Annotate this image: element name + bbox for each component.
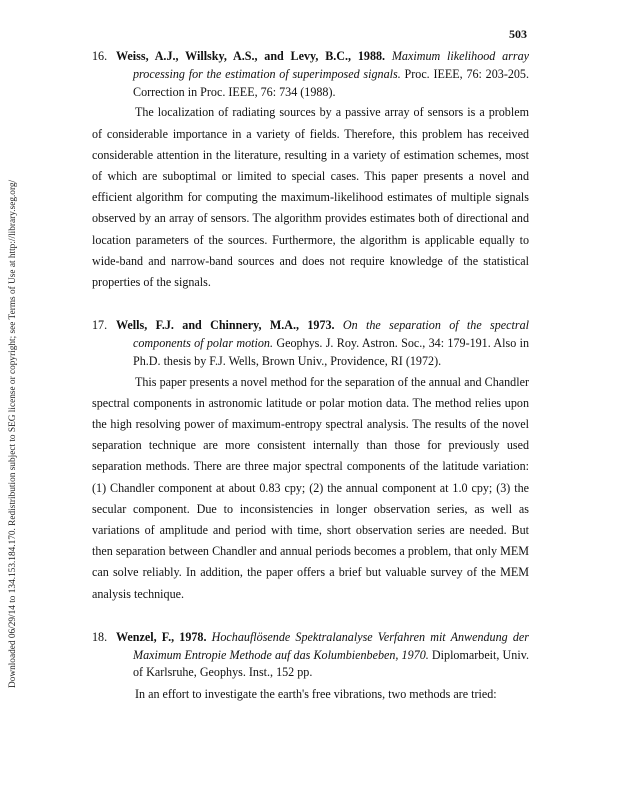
- abstract-paragraph: This paper presents a novel method for the separation of the annual and Chandler spectral components in astronomic latitude or polar motion data. The method relies upon the high resolving power of maximum-entropy spectral analysis. The results of the novel separation technique are more consistent internally than those for previously used separation methods. There are three major spectral components of the latitude variation: (1) Chandler component at about 0.83 cpy; (2) the annual component at 1.0 cpy; (3) the secular component. Due to inconsistencies in longer observation series, as well as variations of amplitude and period with time, short observation series are needed. But then separation between Chandler and annual periods becomes a problem, that only MEM can solve reliably. In addition, the paper offers a brief but valuable survey of the MEM analysis technique.: [92, 374, 529, 601]
- paper-title: Hochauflösende Spektralanalyse Verfahren mit Anwendung der Maximum Entropie Methode auf das Kolumbienbeben, 1970.: [133, 629, 529, 662]
- reference-entry: [92, 48, 529, 293]
- paper-title: On the separation of the spectral components of polar motion.: [133, 318, 529, 351]
- paper-title: Maximum likelihood array processing for the estimation of superimposed signals.: [133, 49, 530, 81]
- entry-number: 17.: [92, 318, 108, 333]
- page-number: 503: [509, 27, 527, 41]
- publication-source: Proc. IEEE, 76: 203-205. Correction in Proc. IEEE, 76: 734 (1988).: [133, 66, 530, 99]
- citation: [92, 48, 529, 101]
- citation: [92, 317, 529, 370]
- authors: Wenzel, F., 1978.: [116, 629, 207, 644]
- abstract-paragraph: In an effort to investigate the earth's free vibrations, two methods are tried:: [135, 687, 497, 702]
- authors: Wells, F.J. and Chinnery, M.A., 1973.: [116, 318, 335, 333]
- reference-entry: [92, 629, 529, 706]
- abstract-paragraph: The localization of radiating sources by a passive array of sensors is a problem of considerable importance in a variety of fields. Therefore, this problem has received considerable attention in the literature, resulting in a variety of estimation schemes, most of which are suboptimal or limited to special cases. This paper presents a novel and efficient algorithm for computing the maximum-likelihood estimates of multiple signals observed by an array of sensors. The algorithm provides estimates both of directional and location parameters of the sources. Furthermore, the algorithm is applicable equally to wide-band and narrow-band sources and does not require knowledge of the statistical properties of the signals.: [92, 105, 529, 290]
- publication-source: Diplomarbeit, Univ. of Karlsruhe, Geophys. Inst., 152 pp.: [133, 647, 529, 680]
- reference-list: [92, 48, 529, 729]
- publication-source: Geophys. J. Roy. Astron. Soc., 34: 179-191. Also in Ph.D. thesis by F.J. Wells, Brown Univ., Providence, RI (1972).: [133, 336, 530, 368]
- citation: [92, 629, 529, 682]
- reference-entry: [92, 317, 529, 605]
- authors: Weiss, A.J., Willsky, A.S., and Levy, B.C., 1988.: [116, 49, 386, 63]
- entry-number: 16.: [92, 49, 108, 63]
- entry-number: 18.: [92, 629, 108, 644]
- download-notice: Downloaded 06/29/14 to 134.153.184.170. Redistribution subject to SEG license or copyright; see Terms of Use at http://library.seg.org/: [8, 179, 18, 688]
